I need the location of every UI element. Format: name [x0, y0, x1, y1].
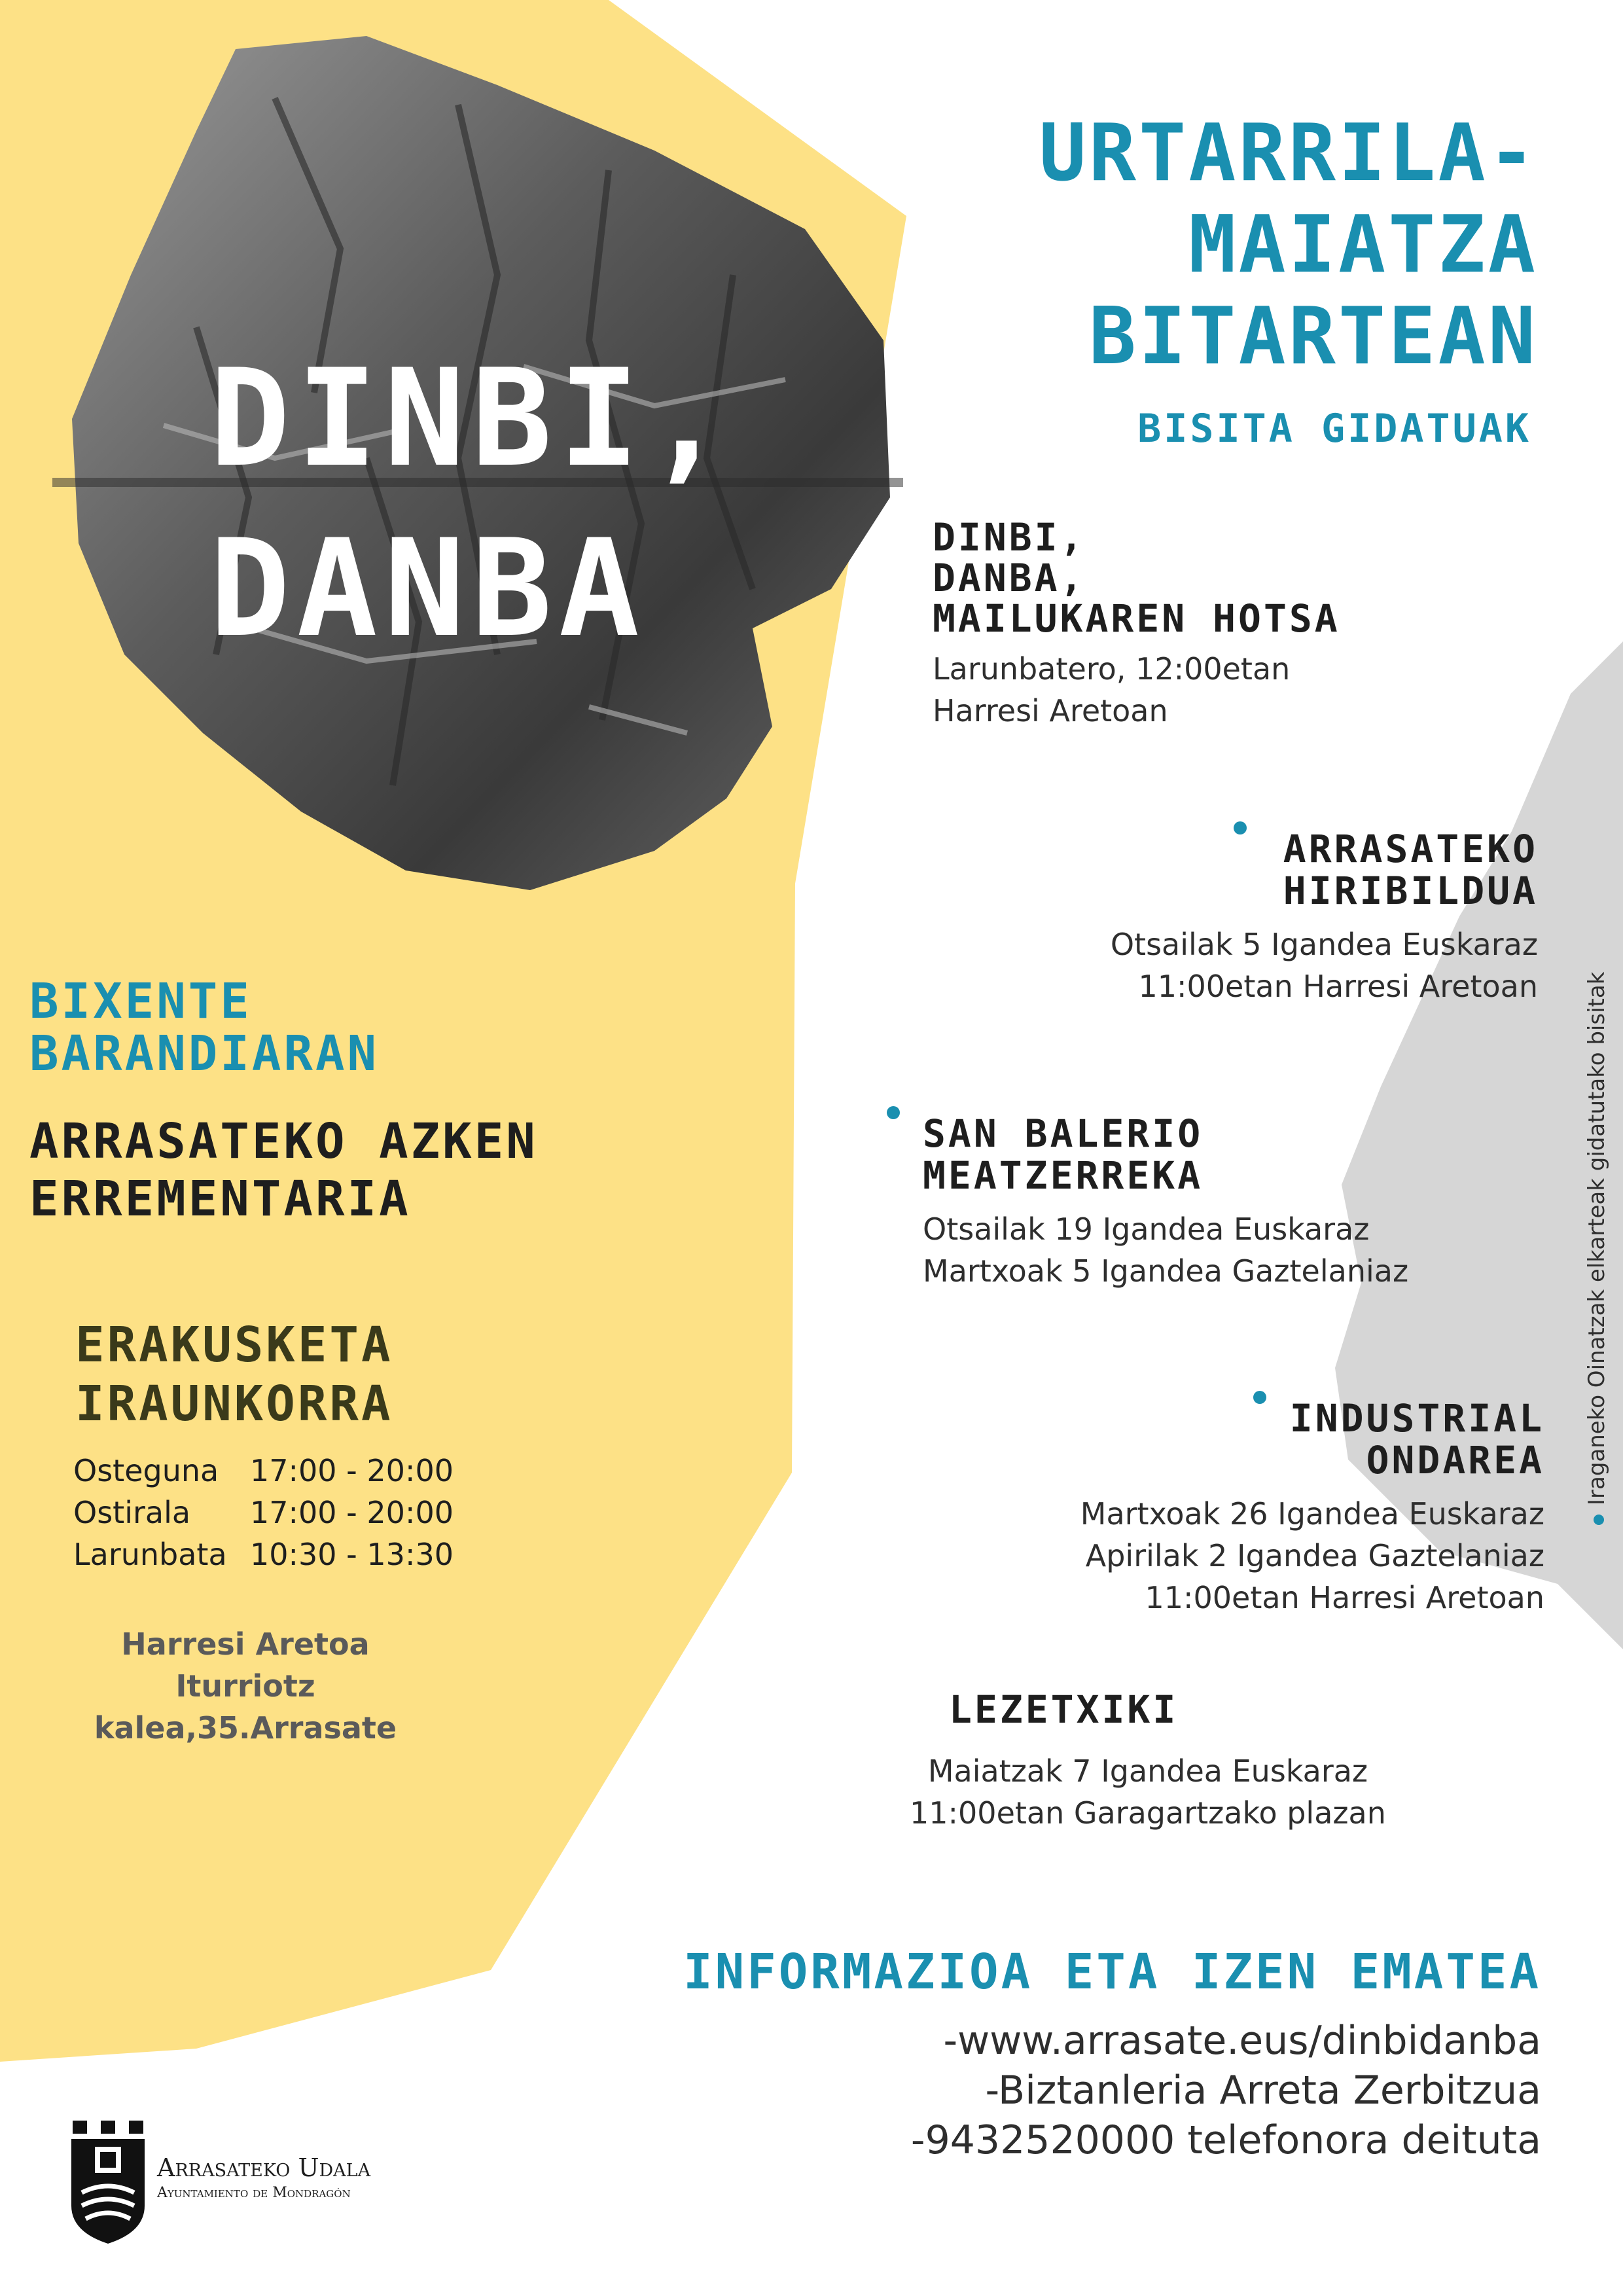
visit-title	[1080, 1397, 1544, 1481]
logo-subname: Ayuntamiento de Mondragón	[157, 2185, 351, 2201]
poster-title-line2: DANBA	[209, 511, 647, 667]
period-line2: MAIATZA	[1188, 200, 1538, 291]
info-heading: INFORMAZIOA ETA IZEN EMATEA	[683, 1944, 1541, 2000]
period-line3: BITARTEAN	[1088, 291, 1538, 382]
bullet-dot	[887, 1106, 900, 1119]
visit-title: LEZETXIKI	[949, 1687, 1179, 1732]
poster-title	[209, 334, 734, 674]
visit-san-balerio	[923, 1113, 1408, 1292]
info-lines	[911, 2016, 1541, 2165]
side-note	[1584, 972, 1610, 1525]
schedule-hours: 17:00 - 20:00	[250, 1495, 454, 1530]
visit-title	[933, 517, 1340, 639]
visit-title-line: DANBA,	[933, 556, 1086, 600]
schedule-row	[73, 1450, 454, 1492]
visit-title-line: ARRASATEKO	[1283, 827, 1538, 871]
schedule-hours: 17:00 - 20:00	[250, 1453, 454, 1488]
visit-title	[923, 1113, 1408, 1196]
period-subtitle: BISITA GIDATUAK	[1137, 406, 1531, 452]
author-line: BARANDIARAN	[29, 1026, 380, 1082]
visit-dinbi-danba	[933, 517, 1340, 732]
visit-title-line: INDUSTRIAL	[1289, 1396, 1544, 1441]
period-heading	[1039, 108, 1538, 383]
type-line: IRAUNKORRA	[75, 1376, 393, 1432]
visit-title-line: MEATZERREKA	[923, 1153, 1204, 1198]
info-phone[interactable]: -9432520000 telefonora deituta	[910, 2117, 1541, 2163]
visit-detail: Otsailak 19 Igandea Euskaraz	[923, 1211, 1370, 1247]
visit-detail: Martxoak 26 Igandea Euskaraz	[1080, 1496, 1544, 1532]
visit-title-line: SAN BALERIO	[923, 1111, 1204, 1156]
visit-title-line: DINBI,	[933, 515, 1086, 560]
period-line1: URTARRILA-	[1039, 108, 1538, 199]
schedule-hours: 10:30 - 13:30	[250, 1537, 454, 1572]
visit-detail: Martxoak 5 Igandea Gaztelaniaz	[923, 1253, 1409, 1289]
schedule-day: Larunbata	[73, 1537, 227, 1572]
visit-title-line: HIRIBILDUA	[1283, 869, 1538, 913]
venue-name: Harresi Aretoa	[121, 1626, 370, 1662]
author-line: BIXENTE	[29, 973, 252, 1030]
visit-lezetxiki	[910, 1689, 1386, 1834]
poster-title-line1: DINBI,	[209, 341, 734, 497]
schedule-row	[73, 1534, 454, 1575]
info-website-link[interactable]: -www.arrasate.eus/dinbidanba	[943, 2018, 1541, 2064]
visit-title-line: MAILUKAREN HOTSA	[933, 596, 1340, 641]
visit-detail: 11:00etan Harresi Aretoan	[1138, 969, 1538, 1004]
venue-address: Iturriotz kalea,35.Arrasate	[94, 1668, 397, 1746]
schedule-day: Ostirala	[73, 1495, 191, 1530]
visit-title	[1111, 828, 1538, 912]
info-service: -Biztanleria Arreta Zerbitzua	[985, 2068, 1541, 2113]
logo-text	[157, 2153, 370, 2201]
schedule-day: Osteguna	[73, 1453, 219, 1488]
visit-detail: Maiatzak 7 Igandea Euskaraz	[927, 1753, 1368, 1789]
visit-arrasateko-hiribildua	[1111, 828, 1538, 1007]
side-note-text: Iraganeko Oinatzak elkarteak gidatutako bisitak	[1584, 971, 1610, 1505]
visit-detail: 11:00etan Garagartzako plazan	[910, 1795, 1386, 1831]
visit-detail: Larunbatero, 12:00etan	[933, 651, 1291, 687]
subject-line: ARRASATEKO AZKEN	[29, 1113, 538, 1170]
type-line: ERAKUSKETA	[75, 1317, 393, 1373]
exhibition-type	[75, 1316, 393, 1433]
logo-shield-icon	[69, 2121, 147, 2245]
exhibition-venue	[46, 1623, 445, 1749]
visit-industrial-ondarea	[1080, 1397, 1544, 1619]
subject-line: ERREMENTARIA	[29, 1171, 411, 1227]
visit-detail: Apirilak 2 Igandea Gaztelaniaz	[1085, 1538, 1544, 1573]
visit-detail: Harresi Aretoan	[933, 693, 1168, 728]
schedule-row	[73, 1492, 454, 1534]
side-note-dot	[1594, 1515, 1604, 1525]
visit-detail: 11:00etan Harresi Aretoan	[1145, 1580, 1544, 1615]
exhibition-subject	[29, 1113, 538, 1228]
visit-title-line: ONDAREA	[1366, 1438, 1544, 1482]
logo-name: Arrasateko Udala	[157, 2153, 371, 2182]
visit-detail: Otsailak 5 Igandea Euskaraz	[1110, 927, 1538, 962]
exhibition-author	[29, 975, 379, 1080]
exhibition-schedule	[73, 1450, 454, 1575]
